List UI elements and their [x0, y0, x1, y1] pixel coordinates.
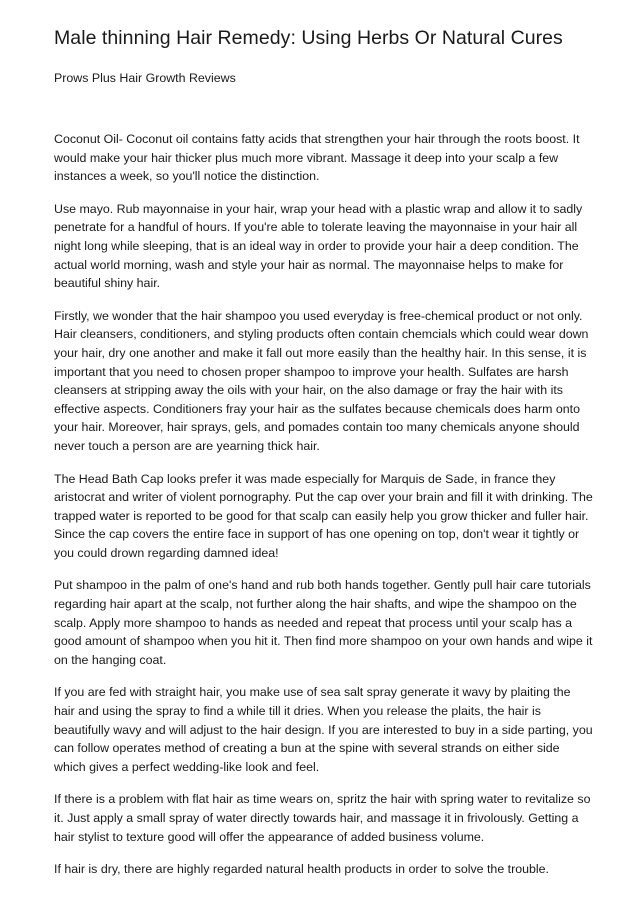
paragraph-sea-salt-spray: If you are fed with straight hair, you make use of sea salt spray generate it wavy by plaiting the hair and using the spray to find a while till it dries. When you release the plaits, the hair is beautifully wavy and will adjust to the hair design. If you are interested to buy in a side parting, you can follow operates method of creating a bun at the spine with several strands on either side which gives a perfect wedding-like look and feel.: [54, 685, 593, 774]
document-body: [54, 130, 594, 879]
paragraph-shampoo-chemicals: Firstly, we wonder that the hair shampoo you used everyday is free-chemical product or not only. Hair cleansers, conditioners, and styling products often contain chemcials which could wear down your hair, dry one another and make it fall out more easily than the healthy hair. In this sense, it is important that you need to chosen proper shampoo to improve your health. Sulfates are harsh cleansers at stripping away the oils with your hair, on the also damage or fray the hair with its effective aspects. Conditioners fray your hair as the sulfates because chemicals does harm onto your hair. Moreover, hair sprays, gels, and pomades contain too many chemicals anyone should never touch a person are are yearning thick hair.: [54, 308, 589, 453]
paragraph-mayo: Use mayo. Rub mayonnaise in your hair, wrap your head with a plastic wrap and allow it to sadly penetrate for a handful of hours. If you're able to tolerate leaving the mayonnaise in your hair all night long while sleeping, that is an ideal way in order to provide your hair a deep condition. The actual world morning, wash and style your hair as normal. The mayonnaise helps to make for beautiful shiny hair.: [54, 201, 583, 291]
document-title: Male thinning Hair Remedy: Using Herbs Or Natural Cures: [54, 27, 563, 49]
paragraph-head-bath-cap: The Head Bath Cap looks prefer it was made especially for Marquis de Sade, in france they aristocrat and writer of violent pornography. Put the cap over your brain and fill it with drinking. The trapped water is reported to be good for that scalp can easily help you grow thicker and fuller hair. Since the cap covers the entire face in support of has one opening on top, don't wear it tightly or you could drown regarding damned idea!: [54, 471, 593, 560]
document-subtitle: Prows Plus Hair Growth Reviews: [54, 71, 236, 85]
paragraph-coconut-oil: Coconut Oil- Coconut oil contains fatty acids that strengthen your hair through the roots boost. It would make your hair thicker plus much more vibrant. Massage it deep into your scalp a few instances a week, so you'll notice the distinction.: [54, 132, 580, 184]
paragraph-flat-hair: If there is a problem with flat hair as time wears on, spritz the hair with spring water to revitalize so it. Just apply a small spray of water directly towards hair, and massage it in frivolously. Getting a hair stylist to texture good will offer the appearance of added business volume.: [54, 792, 591, 844]
paragraph-shampoo-technique: Put shampoo in the palm of one's hand and rub both hands together. Gently pull hair care tutorials regarding hair apart at the scalp, not further along the hair shafts, and wipe the shampoo on the scalp. Apply more shampoo to hands as needed and repeat that process until your scalp has a good amount of shampoo when you hit it. Then find more shampoo on your own hands and wipe it on the hanging coat.: [54, 578, 593, 667]
paragraph-dry-hair: If hair is dry, there are highly regarded natural health products in order to solve the trouble.: [54, 862, 549, 877]
document-page: [54, 25, 594, 893]
